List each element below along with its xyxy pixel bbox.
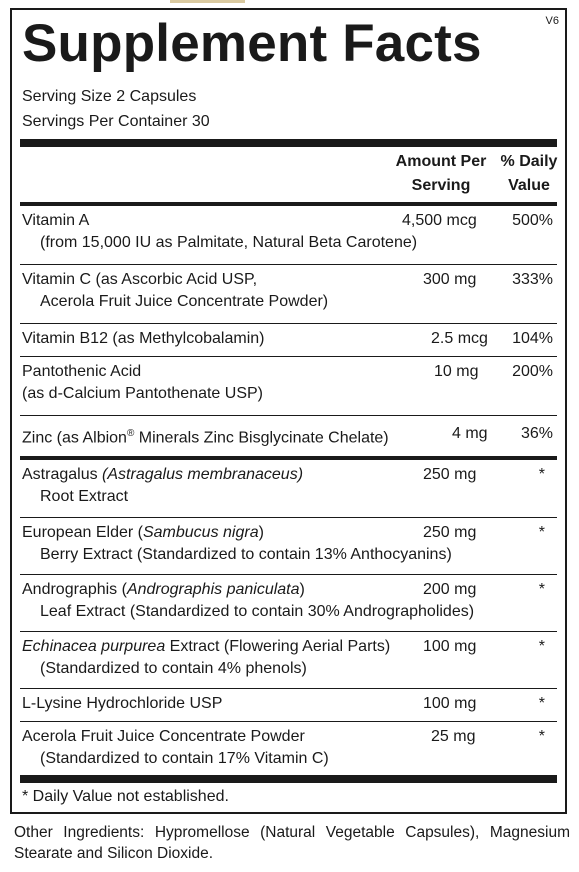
- ingredient-amount: 100 mg: [423, 695, 477, 712]
- nutrient-name: Vitamin B12 (as Methylcobalamin): [22, 330, 265, 347]
- ingredient-detail: Root Extract: [40, 488, 129, 505]
- latin-name: Sambucus nigra: [142, 524, 259, 541]
- nutrient-name: [22, 423, 389, 449]
- ingredient-daily-value: *: [538, 581, 545, 598]
- zinc-name-part: Zinc (as Albion: [22, 429, 127, 447]
- serving-size: Serving Size 2 Capsules: [22, 88, 197, 105]
- nutrient-amount: 300 mg: [423, 271, 477, 288]
- nutrient-daily-value: 333%: [512, 271, 553, 288]
- ingredient-row-european-elder: [20, 518, 557, 575]
- ingredient-amount: 100 mg: [423, 638, 477, 655]
- ingredient-row-andrographis: [20, 575, 557, 632]
- daily-value-header-line2: Value: [508, 177, 550, 194]
- nutrient-daily-value: 500%: [512, 212, 553, 229]
- ingredient-detail: Leaf Extract (Standardized to contain 30% Andrographolides): [40, 603, 475, 620]
- daily-value-footnote: * Daily Value not established.: [22, 788, 229, 805]
- ingredient-row-l-lysine: [20, 689, 557, 722]
- amount-header: [386, 150, 496, 198]
- amount-header-line1: Amount Per: [395, 153, 487, 170]
- nutrient-detail: (as d-Calcium Pantothenate USP): [22, 385, 263, 402]
- nutrient-daily-value: 36%: [520, 425, 553, 442]
- version-code: V6: [545, 15, 559, 27]
- ingredient-name-part: Astragalus: [22, 466, 103, 483]
- latin-name: Andrographis paniculata: [126, 581, 300, 598]
- ingredient-detail: Berry Extract (Standardized to contain 13% Anthocyanins): [40, 546, 452, 563]
- daily-value-header: [494, 150, 564, 198]
- ingredient-amount: 200 mg: [423, 581, 477, 598]
- ingredient-name-part: Andrographis (: [22, 581, 127, 598]
- nutrient-row-vitamin-b12: [20, 324, 557, 357]
- ingredient-amount: 25 mg: [431, 728, 476, 745]
- nutrient-daily-value: 200%: [512, 363, 553, 380]
- nutrient-row-pantothenic-acid: [20, 357, 557, 416]
- amount-header-line2: Serving: [411, 177, 471, 194]
- ingredient-amount: 250 mg: [423, 524, 477, 541]
- servings-per-container: Servings Per Container 30: [22, 113, 210, 130]
- nutrient-amount: 10 mg: [434, 363, 479, 380]
- nutrient-detail: (from 15,000 IU as Palmitate, Natural Beta Carotene): [40, 234, 418, 251]
- ingredient-daily-value: *: [538, 695, 545, 712]
- ingredient-name-part: ): [299, 581, 305, 598]
- ingredient-name: [22, 636, 390, 658]
- ingredient-name: [22, 579, 305, 601]
- supplement-facts-panel: [10, 8, 567, 814]
- nutrient-row-vitamin-a: [20, 206, 557, 265]
- nutrient-amount: 4 mg: [452, 425, 488, 442]
- nutrient-name: Vitamin A: [22, 212, 90, 229]
- other-ingredients: Other Ingredients: Hypromellose (Natural Vegetable Capsules), Magnesium Stearate and Silicon Dioxide.: [14, 824, 570, 862]
- nutrient-row-vitamin-c: [20, 265, 557, 324]
- nutrient-name: Vitamin C (as Ascorbic Acid USP,: [22, 271, 258, 288]
- daily-value-header-line1: % Daily: [500, 153, 558, 170]
- ingredient-name: Acerola Fruit Juice Concentrate Powder: [22, 728, 305, 745]
- registered-mark: ®: [126, 428, 135, 439]
- ingredient-name-part: ): [258, 524, 264, 541]
- ingredient-amount: 250 mg: [423, 466, 477, 483]
- nutrient-amount: 4,500 mcg: [402, 212, 477, 229]
- zinc-name-part: Minerals Zinc Bisglycinate Chelate): [134, 429, 389, 447]
- top-decor-strip: [170, 0, 245, 3]
- ingredient-detail: (Standardized to contain 17% Vitamin C): [40, 750, 329, 767]
- ingredient-daily-value: *: [538, 638, 545, 655]
- ingredient-daily-value: *: [538, 466, 545, 483]
- nutrient-name: Pantothenic Acid: [22, 363, 142, 380]
- ingredient-row-echinacea: [20, 632, 557, 689]
- thick-divider-top: [20, 139, 557, 147]
- ingredient-row-acerola: [20, 722, 557, 774]
- ingredient-name-part: Extract (Flowering Aerial Parts): [165, 638, 391, 655]
- nutrient-daily-value: 104%: [512, 330, 553, 347]
- ingredient-name: L-Lysine Hydrochloride USP: [22, 695, 223, 712]
- thick-divider-bottom: [20, 775, 557, 783]
- ingredient-name-part: European Elder (: [22, 524, 143, 541]
- ingredient-name: [22, 522, 264, 544]
- ingredient-row-astragalus: [20, 460, 557, 518]
- latin-name: (Astragalus membranaceus): [102, 466, 304, 483]
- ingredient-daily-value: *: [538, 728, 545, 745]
- panel-title: Supplement Facts: [22, 14, 482, 73]
- ingredient-name: [22, 464, 303, 486]
- nutrient-detail: Acerola Fruit Juice Concentrate Powder): [40, 293, 329, 310]
- latin-name: Echinacea purpurea: [22, 638, 166, 655]
- ingredient-daily-value: *: [538, 524, 545, 541]
- nutrient-row-zinc: [20, 416, 557, 457]
- ingredient-detail: (Standardized to contain 4% phenols): [40, 660, 307, 677]
- nutrient-amount: 2.5 mcg: [431, 330, 488, 347]
